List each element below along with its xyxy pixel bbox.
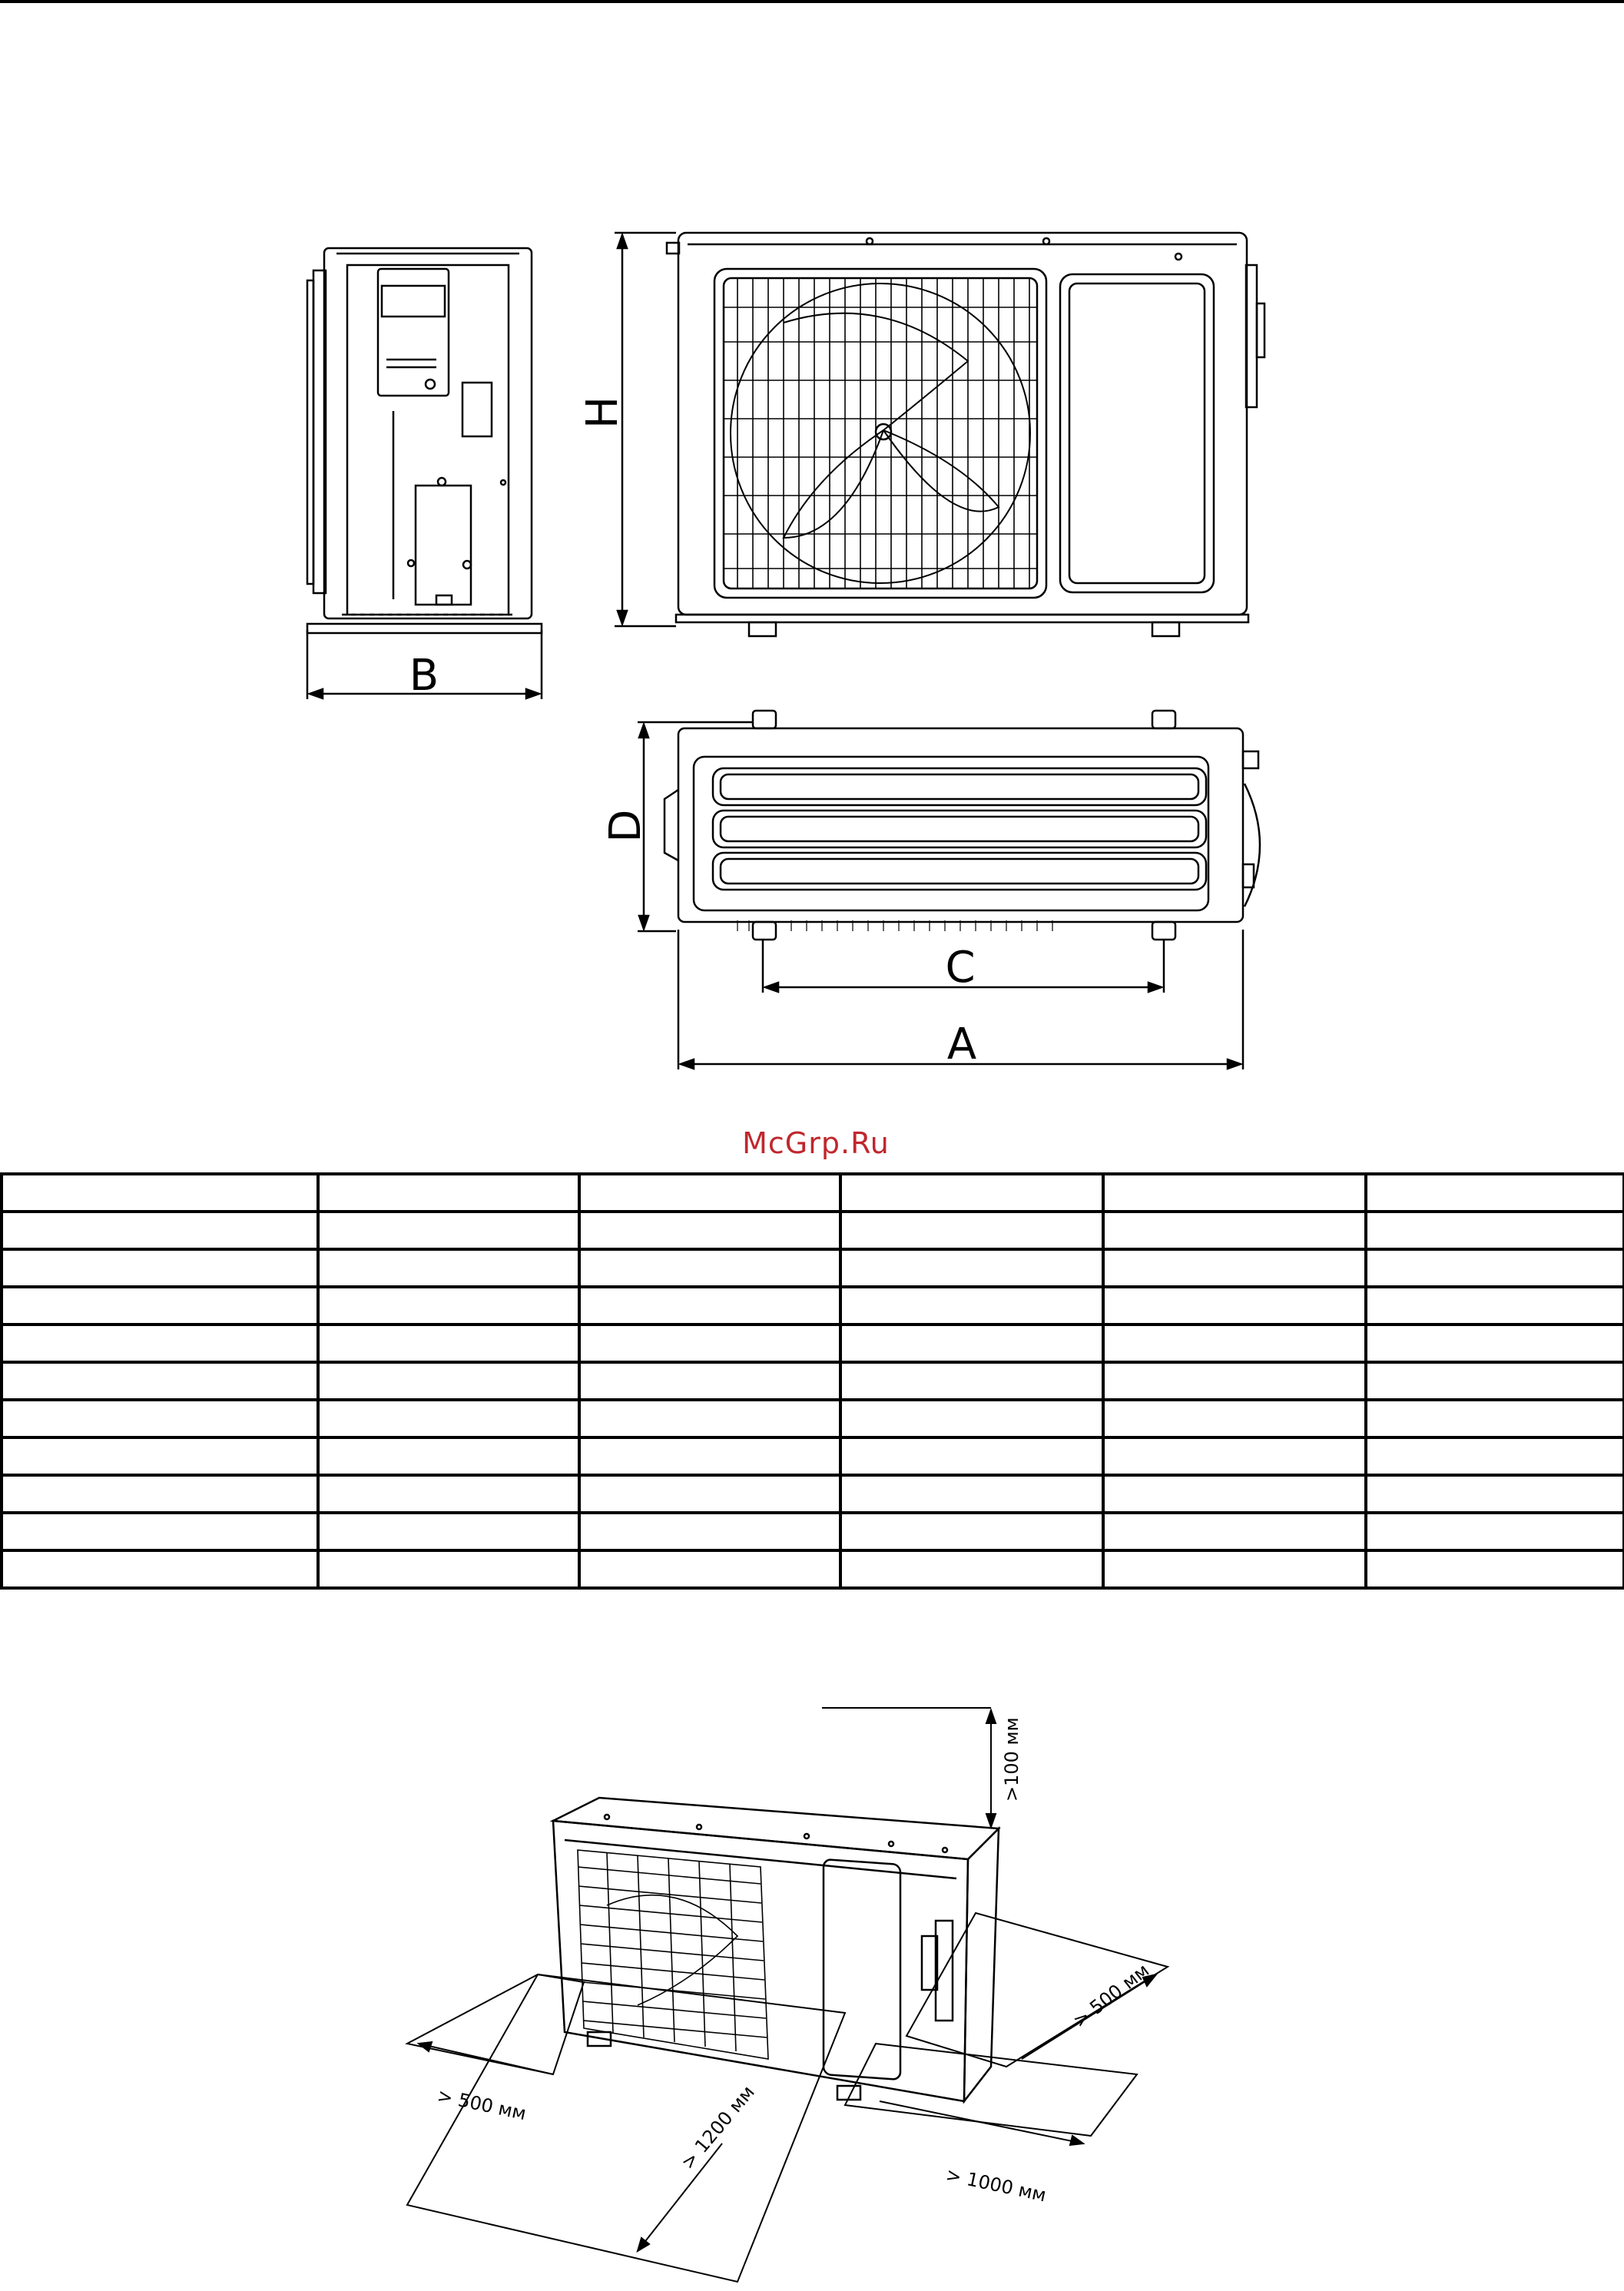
front-clearance-area — [407, 1974, 845, 2282]
table-cell — [2, 1287, 318, 1325]
table-cell — [1103, 1475, 1366, 1513]
table-cell — [579, 1400, 840, 1437]
clearance-top-label: >100 мм — [1001, 1717, 1022, 1802]
table-row — [2, 1513, 1624, 1550]
table-cell — [840, 1249, 1103, 1287]
table-cell — [318, 1325, 579, 1362]
table-cell — [2, 1212, 318, 1249]
table-cell — [840, 1437, 1103, 1475]
table-cell — [579, 1249, 840, 1287]
specification-table — [0, 1172, 1624, 1590]
table-cell — [840, 1287, 1103, 1325]
table-cell — [1366, 1362, 1624, 1400]
table-cell — [1366, 1249, 1624, 1287]
table-cell — [1366, 1513, 1624, 1550]
table-cell — [1103, 1400, 1366, 1437]
table-cell — [579, 1437, 840, 1475]
table-cell — [579, 1174, 840, 1212]
table-cell — [1366, 1400, 1624, 1437]
side-view — [307, 248, 542, 633]
clearance-side-label: > 1000 мм — [943, 2163, 1049, 2206]
table-cell — [318, 1249, 579, 1287]
table-cell — [318, 1400, 579, 1437]
table-cell — [840, 1174, 1103, 1212]
table-cell — [318, 1174, 579, 1212]
table-cell — [840, 1212, 1103, 1249]
front-view — [667, 233, 1264, 636]
table-row — [2, 1437, 1624, 1475]
table-cell — [1103, 1212, 1366, 1249]
table-row — [2, 1287, 1624, 1325]
dimension-c-label: C — [945, 943, 976, 993]
table-cell — [318, 1437, 579, 1475]
table-cell — [1103, 1174, 1366, 1212]
clearance-arrows — [419, 1974, 1156, 2251]
table-cell — [318, 1550, 579, 1588]
table-row — [2, 1174, 1624, 1212]
table-cell — [2, 1513, 318, 1550]
table-cell — [1366, 1287, 1624, 1325]
table-row — [2, 1212, 1624, 1249]
table-cell — [2, 1475, 318, 1513]
table-cell — [1366, 1325, 1624, 1362]
table-cell — [840, 1325, 1103, 1362]
dimension-a-label: A — [946, 1020, 977, 1069]
dimension-d — [638, 722, 753, 931]
table-row — [2, 1362, 1624, 1400]
table-cell — [840, 1400, 1103, 1437]
table-cell — [2, 1362, 318, 1400]
table-cell — [318, 1513, 579, 1550]
table-cell — [2, 1174, 318, 1212]
table-cell — [840, 1362, 1103, 1400]
dimension-b-label: B — [409, 651, 439, 701]
table-cell — [1103, 1437, 1366, 1475]
unit-dimension-drawing — [0, 0, 1624, 1129]
table-cell — [1366, 1437, 1624, 1475]
clearance-right-label: > 500 мм — [1069, 1959, 1154, 2032]
table-cell — [318, 1362, 579, 1400]
table-cell — [840, 1475, 1103, 1513]
table-row — [2, 1550, 1624, 1588]
table-cell — [1103, 1325, 1366, 1362]
table-cell — [579, 1362, 840, 1400]
clearance-front-label: > 1200 мм — [677, 2081, 759, 2173]
table-row — [2, 1475, 1624, 1513]
table-cell — [1366, 1475, 1624, 1513]
clearance-left-label: > 500 мм — [435, 2084, 529, 2125]
dimension-h-label: H — [578, 396, 628, 429]
table-cell — [318, 1212, 579, 1249]
table-cell — [1103, 1362, 1366, 1400]
left-clearance-area — [407, 1974, 584, 2074]
table-cell — [1366, 1212, 1624, 1249]
table-cell — [579, 1287, 840, 1325]
table-cell — [1103, 1513, 1366, 1550]
table-cell — [2, 1325, 318, 1362]
table-cell — [1366, 1174, 1624, 1212]
table-cell — [1103, 1287, 1366, 1325]
isometric-grille — [578, 1850, 768, 2059]
table-cell — [579, 1513, 840, 1550]
watermark: McGrp.Ru — [742, 1126, 890, 1160]
table-row — [2, 1325, 1624, 1362]
table-row — [2, 1249, 1624, 1287]
table-cell — [1366, 1550, 1624, 1588]
top-clearance-dimension — [822, 1708, 996, 1827]
table-cell — [579, 1475, 840, 1513]
table-cell — [579, 1325, 840, 1362]
table-cell — [2, 1249, 318, 1287]
table-cell — [318, 1287, 579, 1325]
table-cell — [1103, 1249, 1366, 1287]
top-view — [665, 711, 1260, 940]
table-row — [2, 1400, 1624, 1437]
table-cell — [840, 1550, 1103, 1588]
table-cell — [2, 1550, 318, 1588]
installation-clearance-drawing — [0, 1675, 1624, 2291]
table-cell — [579, 1550, 840, 1588]
table-cell — [2, 1437, 318, 1475]
table-cell — [318, 1475, 579, 1513]
table-cell — [840, 1513, 1103, 1550]
isometric-unit — [553, 1798, 999, 2101]
dimension-d-label: D — [601, 809, 651, 843]
table-cell — [2, 1400, 318, 1437]
table-cell — [1103, 1550, 1366, 1588]
table-cell — [579, 1212, 840, 1249]
